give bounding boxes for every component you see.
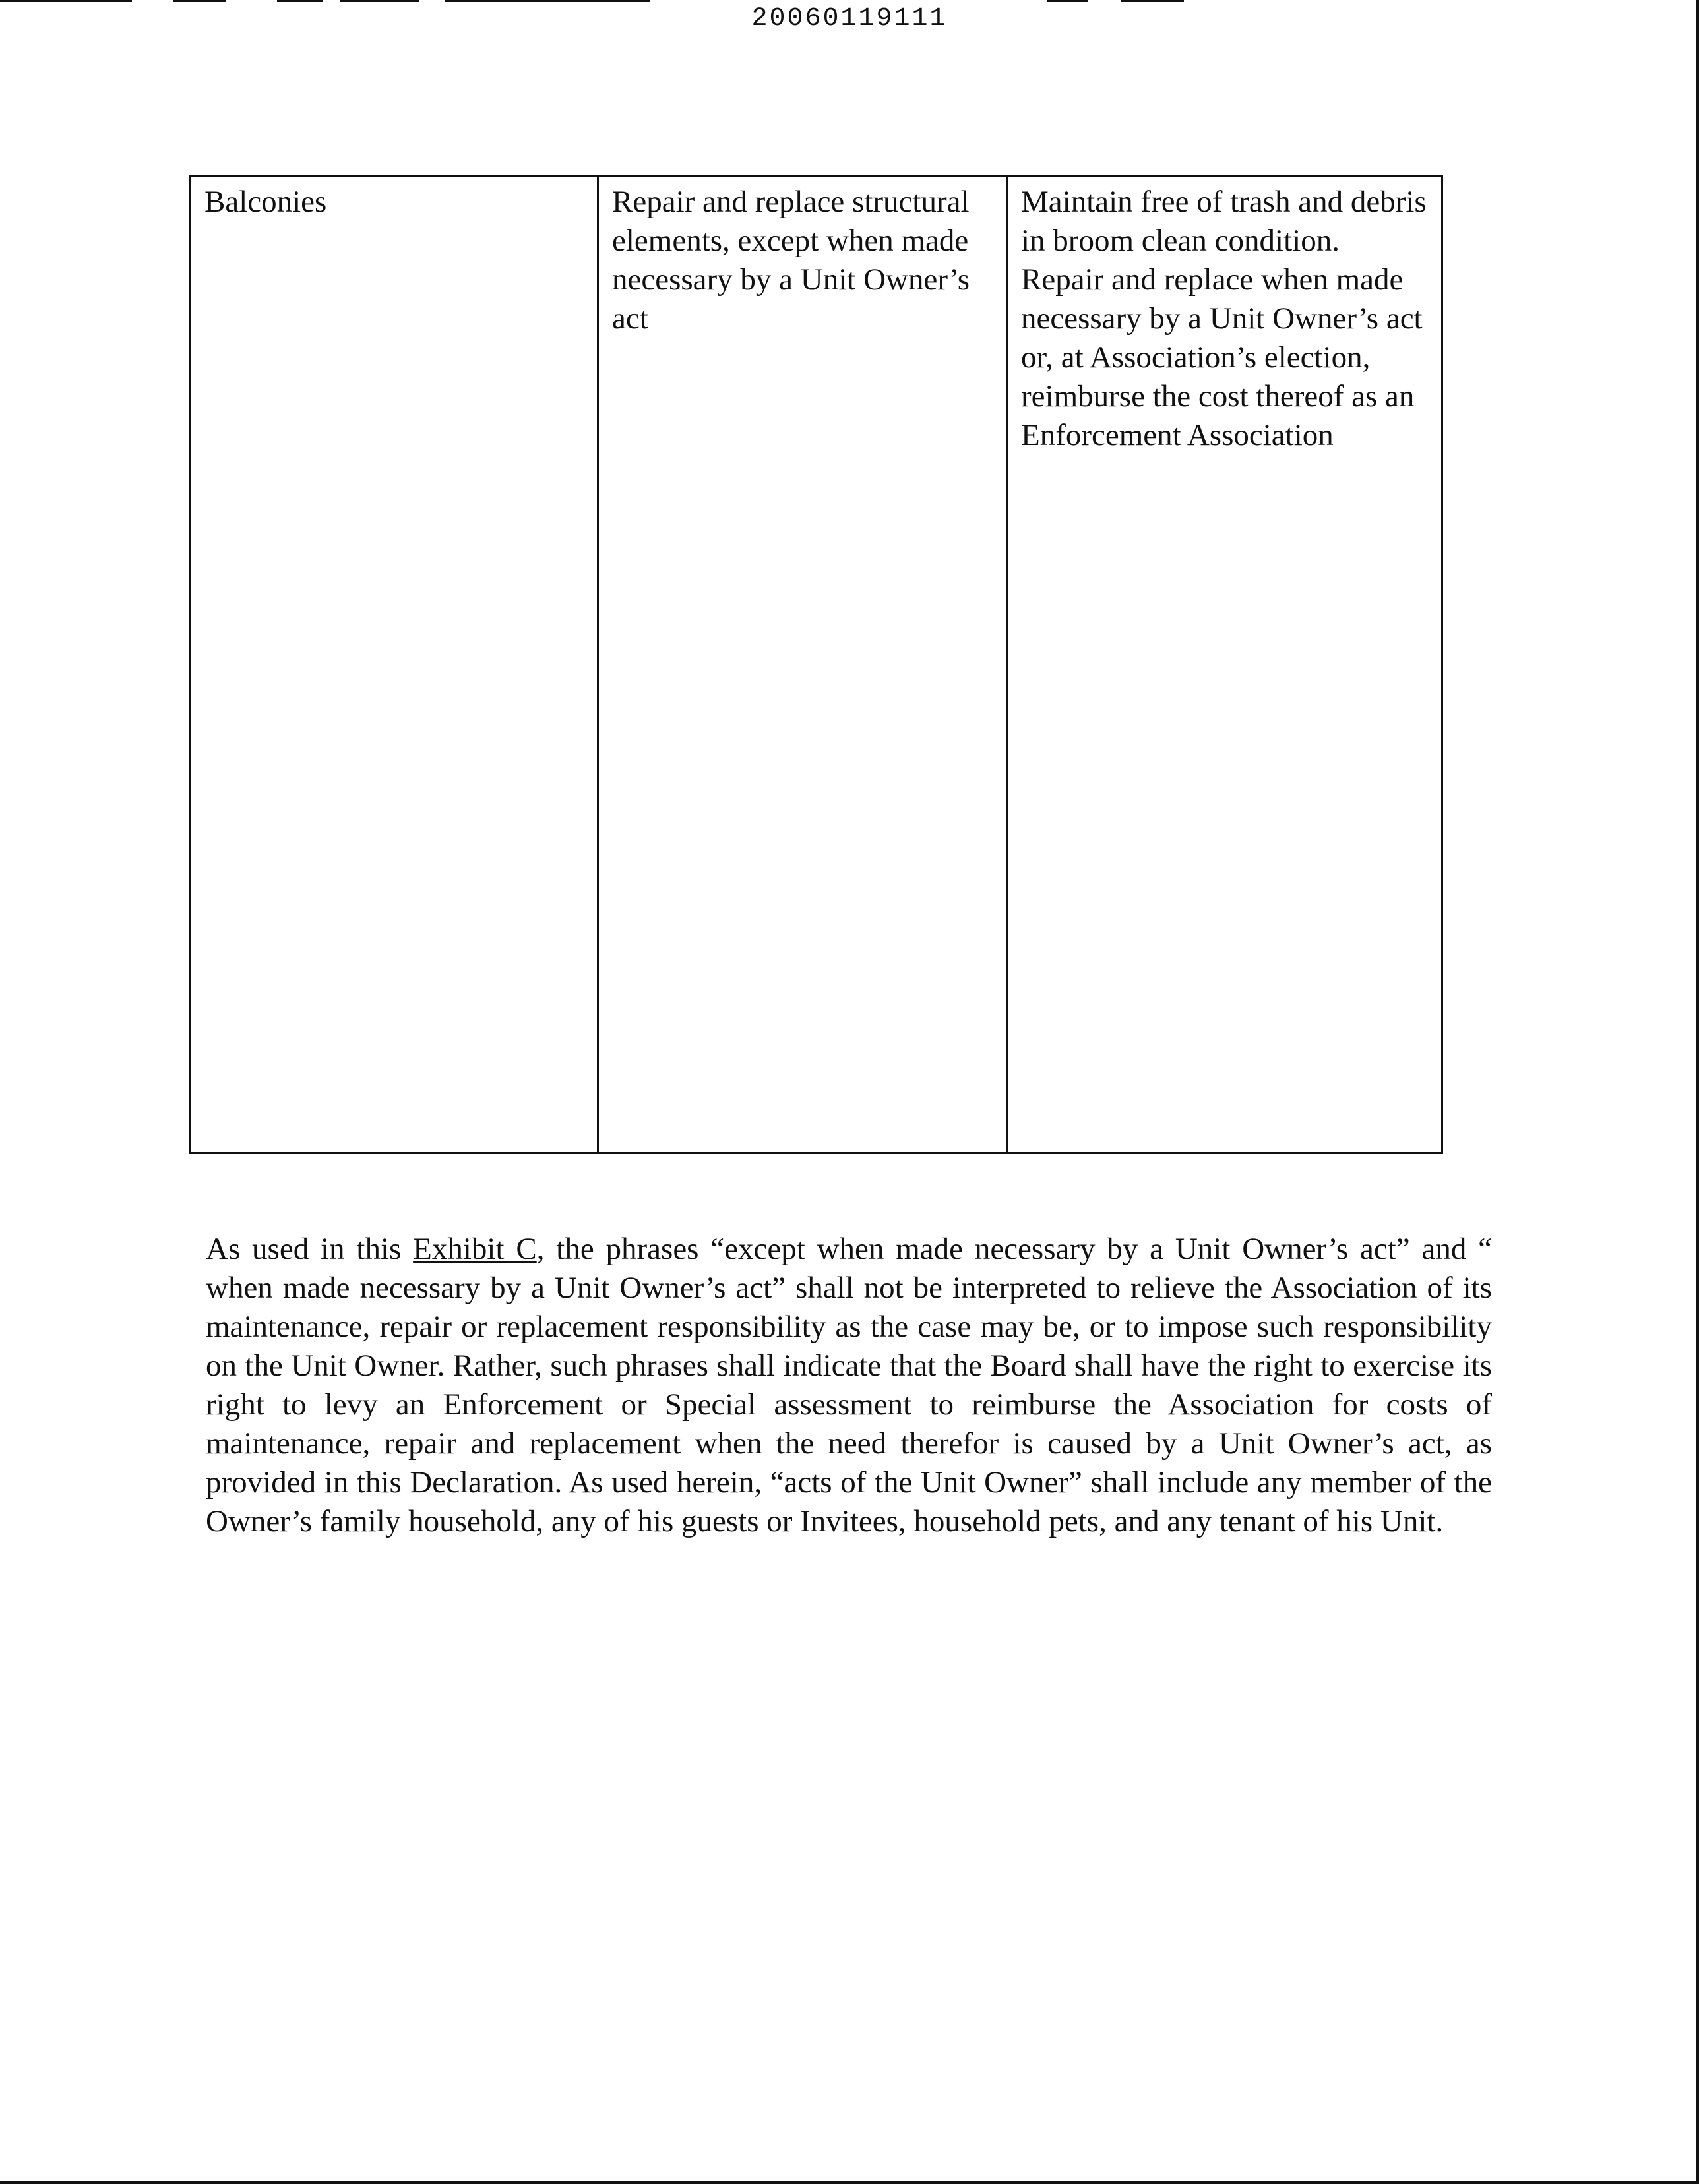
scan-edge-right (1696, 0, 1699, 2184)
paragraph-body: , the phrases “except when made necessary by a Unit Owner’s act” and “ when made necessary by a Unit Owner’s act” shall not be interpreted to relieve the Association of its maintenance, repair or replacement responsibility as the case may be, or to impose such responsibility on the Unit Owner. Rather, such phrases shall indicate that the Board shall have the right to exercise its right to levy an Enforcement or Special assessment to reimburse the Association for costs of maintenance, repair and replacement when the need therefor is caused by a Unit Owner’s act, as provided in this Declaration. As used herein, “acts of the Unit Owner” shall include any member of the Owner’s family household, any of his guests or Invitees, household pets, and any tenant of his Unit. (206, 1232, 1493, 1538)
paragraph-lead: As used in this (206, 1232, 414, 1266)
maintenance-responsibility-table (189, 175, 1443, 1154)
scan-artifact-bar (1121, 0, 1184, 2)
scan-edge-bottom (0, 2181, 1699, 2184)
association-responsibility-cell: Repair and replace structural elements, except when made necessary by a Unit Owner’s act (598, 177, 1007, 1153)
explanatory-paragraph (206, 1230, 1492, 1541)
component-cell: Balconies (191, 177, 598, 1153)
scan-artifact-bar (340, 0, 419, 2)
scan-artifact-bar (173, 0, 226, 2)
scan-artifact-bar (0, 0, 132, 2)
scan-artifact-bar (445, 0, 650, 2)
table-row (191, 177, 1442, 1153)
scan-artifact-bar (1047, 0, 1088, 2)
owner-responsibility-cell: Maintain free of trash and debris in broom clean condition. Repair and replace when made necessary by a Unit Owner’s act or, at Association’s election, reimburse the cost thereof as an Enforcement Association (1007, 177, 1442, 1153)
exhibit-reference: Exhibit C (413, 1232, 537, 1266)
document-number: 20060119111 (751, 4, 948, 34)
scan-artifact-bar (277, 0, 323, 2)
